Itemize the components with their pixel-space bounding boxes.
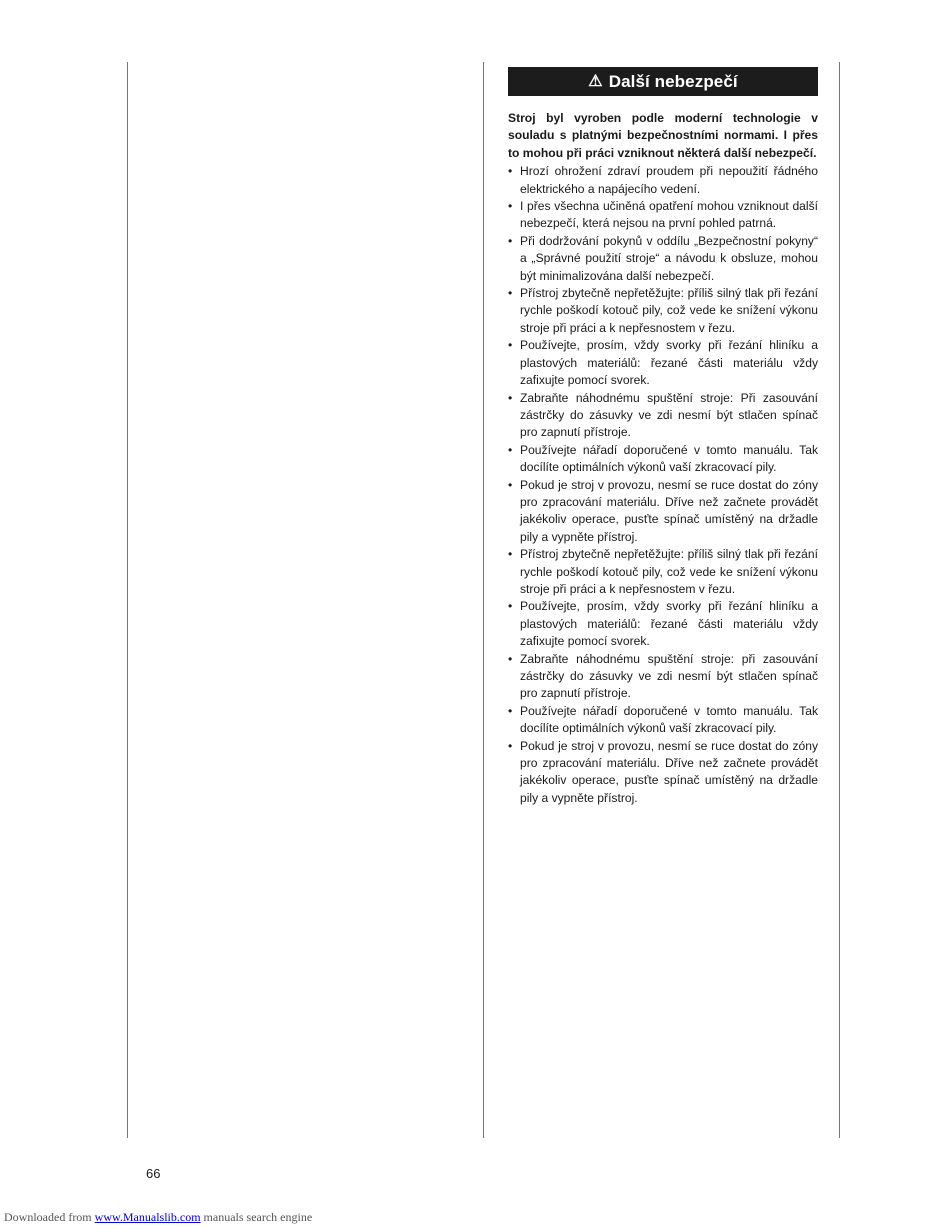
list-item [508, 233, 818, 285]
list-item-text: Používejte, prosím, vždy svorky při řezání hliníku a plastových materiálů: řezané části materiálu vždy zafixujte pomocí svorek. [520, 599, 818, 649]
warning-triangle-icon: ⚠ [588, 72, 603, 90]
list-item [508, 703, 818, 738]
list-item [508, 598, 818, 650]
page-number: 66 [146, 1166, 161, 1181]
bullet-icon: • [508, 738, 513, 753]
bullet-icon: • [508, 390, 513, 405]
hazards-section [508, 67, 818, 807]
bullet-icon: • [508, 233, 513, 248]
list-item-text: Při dodržování pokynů v oddílu „Bezpečnostní pokyny“ a „Správné použití stroje“ a návodu k obsluze, mohou být minimalizována další nebezpečí. [520, 233, 818, 283]
hazard-list [508, 163, 818, 807]
bullet-icon: • [508, 338, 513, 353]
bullet-icon: • [508, 599, 513, 614]
footer-prefix: Downloaded from [4, 1210, 92, 1224]
column-rule-middle [483, 62, 484, 1138]
column-rule-left [127, 62, 128, 1138]
list-item [508, 442, 818, 477]
list-item-text: Používejte nářadí doporučené v tomto manuálu. Tak docílíte optimálních výkonů vaší zkracovací pily. [520, 442, 818, 475]
list-item [508, 546, 818, 598]
list-item-text: I přes všechna učiněná opatření mohou vzniknout další nebezpečí, která nejsou na první pohled patrná. [520, 199, 818, 231]
bullet-icon: • [508, 164, 513, 179]
list-item [508, 285, 818, 337]
column-rule-right [839, 62, 840, 1138]
list-item-text: Zabraňte náhodnému spuštění stroje: při zasouvání zástrčky do zásuvky ve zdi nesmí být stlačen spínač pro zapnutí přístroje. [520, 651, 818, 701]
bullet-icon: • [508, 199, 513, 214]
list-item [508, 163, 818, 198]
list-item [508, 477, 818, 547]
download-footer [4, 1210, 312, 1225]
bullet-icon: • [508, 651, 513, 666]
list-item-text: Zabraňte náhodnému spuštění stroje: Při zasouvání zástrčky do zásuvky ve zdi nesmí být stlačen spínač pro zapnutí přístroje. [520, 390, 818, 440]
list-item [508, 337, 818, 389]
list-item-text: Používejte nářadí doporučené v tomto manuálu. Tak docílíte optimálních výkonů vaší zkracovací pily. [520, 703, 818, 736]
list-item-text: Pokud je stroj v provozu, nesmí se ruce dostat do zóny pro zpracování materiálu. Dříve než začnete provádět jakékoliv operace, pusťte spínač umístěný na držadle pily a vypněte přístroj. [520, 477, 818, 544]
list-item-text: Hrozí ohrožení zdraví proudem při nepoužití řádného elektrického a napájecího vedení. [520, 164, 818, 196]
bullet-icon: • [508, 442, 513, 457]
bullet-icon: • [508, 477, 513, 492]
list-item [508, 738, 818, 808]
list-item [508, 198, 818, 233]
list-item-text: Přístroj zbytečně nepřetěžujte: příliš silný tlak při řezání rychle poškodí kotouč pily, což vede ke snížení výkonu stroje při práci a k nepřesnostem v řezu. [520, 286, 818, 335]
section-intro: Stroj byl vyroben podle moderní technologie v souladu s platnými bezpečnostními normami. I přes to mohou při práci vzniknout některá další nebezpečí. [508, 111, 818, 160]
section-title: Další nebezpečí [608, 71, 738, 91]
list-item [508, 390, 818, 442]
list-item-text: Používejte, prosím, vždy svorky při řezání hliníku a plastových materiálů: řezané části materiálu vždy zafixujte pomocí svorek. [520, 338, 818, 388]
list-item-text: Přístroj zbytečně nepřetěžujte: příliš silný tlak při řezání rychle poškodí kotouč pily, což vede ke snížení výkonu stroje při práci a k nepřesnostem v řezu. [520, 547, 818, 596]
list-item [508, 651, 818, 703]
footer-suffix: manuals search engine [203, 1210, 313, 1224]
section-heading [508, 67, 818, 96]
list-item-text: Pokud je stroj v provozu, nesmí se ruce dostat do zóny pro zpracování materiálu. Dříve než začnete provádět jakékoliv operace, pusťte spínač umístěný na držadle pily a vypněte přístroj. [520, 738, 818, 805]
manualslib-link[interactable]: www.Manualslib.com [94, 1210, 201, 1224]
bullet-icon: • [508, 286, 513, 301]
bullet-icon: • [508, 703, 513, 718]
bullet-icon: • [508, 547, 513, 562]
